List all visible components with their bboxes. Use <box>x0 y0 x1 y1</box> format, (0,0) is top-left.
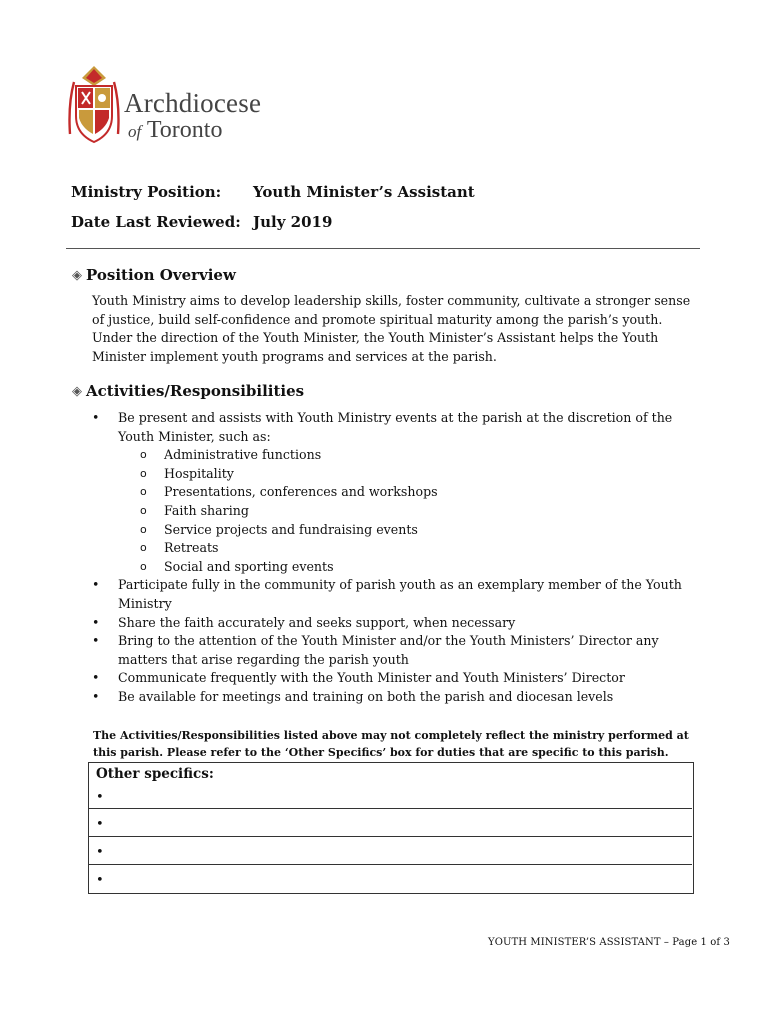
activity-item-text: Participate fully in the community of parish youth as an exemplary member of the Youth Ministry <box>118 577 682 611</box>
archdiocese-crest-logo <box>66 64 122 144</box>
page-footer: YOUTH MINISTER’S ASSISTANT – Page 1 of 3 <box>488 937 730 948</box>
list-item <box>140 558 702 577</box>
sub-item-text: Service projects and fundraising events <box>164 521 418 537</box>
circle-bullet-icon: o <box>140 503 147 517</box>
other-specifics-bullet-3[interactable]: • <box>96 845 104 860</box>
bullet-icon: • <box>92 614 100 630</box>
list-item <box>92 669 702 688</box>
circle-bullet-icon: o <box>140 522 147 536</box>
other-specifics-bullet-4[interactable]: • <box>96 873 104 888</box>
list-item <box>140 465 702 484</box>
list-item <box>140 539 702 558</box>
other-specifics-row-divider <box>88 836 692 837</box>
activities-list <box>92 409 702 707</box>
diamond-bullet-icon: ◈ <box>72 383 82 399</box>
other-specifics-bullet-2[interactable]: • <box>96 817 104 832</box>
sub-item-text: Administrative functions <box>164 447 322 463</box>
ministry-position-value: Youth Minister’s Assistant <box>253 183 475 201</box>
circle-bullet-icon: o <box>140 466 147 480</box>
sub-item-text: Presentations, conferences and workshops <box>164 484 438 500</box>
position-overview-text: Youth Ministry aims to develop leadership skills, foster community, cultivate a stronger sense of justice, build self-confidence and promote spiritual maturity among the parish’s youth. Under the direction of the Youth Minister, the Youth Minister’s Assistant helps the Youth Minister implement youth programs and services at the parish. <box>92 293 691 364</box>
list-item <box>140 502 702 521</box>
logo-text-archdiocese: Archdiocese <box>124 88 262 118</box>
list-item <box>92 688 702 707</box>
date-reviewed-label: Date Last Reviewed: <box>71 213 241 231</box>
other-specifics-row-divider <box>88 864 692 865</box>
circle-bullet-icon: o <box>140 448 147 462</box>
logo-text-city: Toronto <box>146 117 223 143</box>
logo-text-toronto <box>128 117 222 144</box>
bullet-icon: • <box>92 410 100 425</box>
circle-bullet-icon: o <box>140 541 147 555</box>
list-item <box>140 521 702 540</box>
activity-item-text: Communicate frequently with the Youth Minister and Youth Ministers’ Director <box>118 670 625 686</box>
sub-item-text: Retreats <box>164 540 219 556</box>
activities-title: Activities/Responsibilities <box>86 382 305 400</box>
activity-sublist <box>118 446 702 576</box>
bullet-icon: • <box>92 670 100 686</box>
bullet-icon: • <box>92 688 100 704</box>
list-item <box>92 409 702 576</box>
position-overview-title: Position Overview <box>86 266 236 284</box>
activity-item-text: Share the faith accurately and seeks support, when necessary <box>118 614 516 630</box>
sub-item-text: Hospitality <box>164 465 234 481</box>
bullet-icon: • <box>92 577 100 593</box>
other-specifics-row-divider <box>88 808 692 809</box>
sub-item-text: Faith sharing <box>164 502 249 518</box>
diamond-bullet-icon: ◈ <box>72 267 82 283</box>
bullet-icon: • <box>92 633 100 649</box>
header-divider <box>66 248 700 249</box>
ministry-position-label: Ministry Position: <box>71 183 222 201</box>
list-item <box>140 483 702 502</box>
list-item <box>92 576 702 613</box>
activity-item-text: Be present and assists with Youth Ministry events at the parish at the discretion of the Youth Minister, such as: <box>118 410 673 444</box>
activities-heading <box>72 382 304 400</box>
other-specifics-bullet-1[interactable]: • <box>96 790 104 805</box>
logo-text-of: of <box>128 122 142 141</box>
sub-item-text: Social and sporting events <box>164 558 334 574</box>
activity-item-text: Be available for meetings and training on both the parish and diocesan levels <box>118 688 614 704</box>
circle-bullet-icon: o <box>140 559 147 573</box>
activities-list-container <box>92 409 702 707</box>
list-item <box>92 632 702 669</box>
activity-item-text: Bring to the attention of the Youth Minister and/or the Youth Ministers’ Director any matters that arise regarding the parish youth <box>118 633 659 667</box>
list-item <box>140 446 702 465</box>
list-item <box>92 614 702 633</box>
date-reviewed-value: July 2019 <box>253 213 333 231</box>
other-specifics-title: Other specifics: <box>96 766 214 782</box>
disclaimer-note: The Activities/Responsibilities listed above may not completely reflect the ministry performed at this parish. Please refer to the ‘Other Specifics’ box for duties that are specific to this parish. <box>93 729 689 759</box>
circle-bullet-icon: o <box>140 485 147 499</box>
position-overview-heading <box>72 266 236 284</box>
